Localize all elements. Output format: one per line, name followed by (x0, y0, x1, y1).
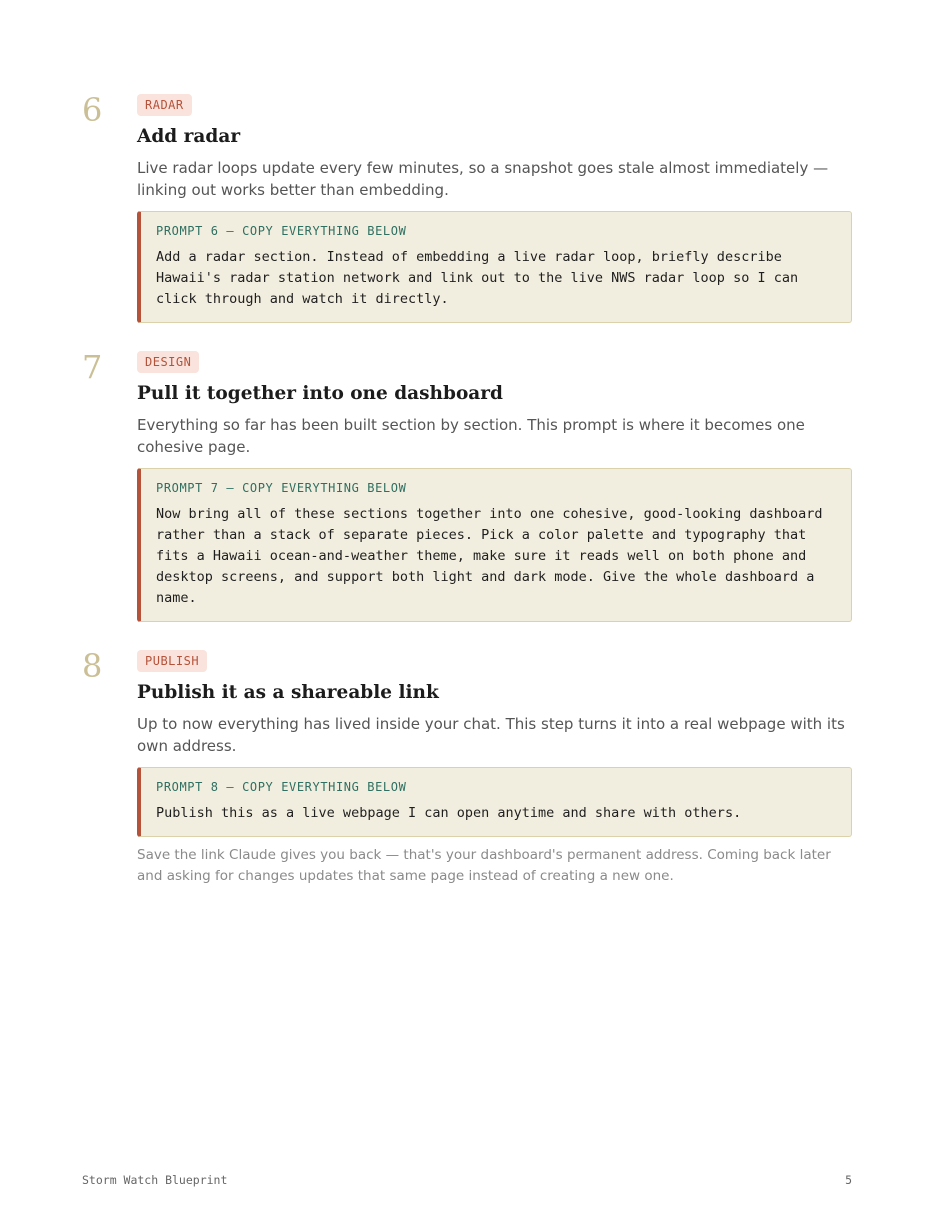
step-tag: PUBLISH (137, 650, 207, 672)
step-title: Pull it together into one dashboard (137, 383, 503, 404)
step-8 (82, 647, 852, 887)
step-number: 8 (82, 647, 103, 685)
prompt-text[interactable]: Now bring all of these sections together into one cohesive, good-looking dashboard rather than a stack of separate pieces. Pick a color palette and typography that fits a Hawaii ocean-and-weather theme, make sure it reads well on both phone and desktop screens, and support both light and dark mode. Give the whole dashboard a name. (156, 506, 823, 606)
prompt-box[interactable] (137, 468, 852, 622)
step-number: 7 (82, 348, 103, 386)
step-tag: RADAR (137, 94, 192, 116)
step-description: Live radar loops update every few minutes, so a snapshot goes stale almost immediately — linking out works better than embedding. (137, 159, 829, 199)
prompt-label: PROMPT 6 — COPY EVERYTHING BELOW (156, 224, 407, 238)
prompt-box[interactable] (137, 767, 852, 837)
prompt-text[interactable]: Publish this as a live webpage I can open anytime and share with others. (156, 805, 742, 821)
step-number: 6 (82, 91, 103, 129)
step-body (137, 94, 852, 323)
step-description: Everything so far has been built section by section. This prompt is where it becomes one cohesive page. (137, 416, 805, 456)
step-body (137, 650, 852, 887)
step-body (137, 351, 852, 622)
step-6 (82, 91, 852, 323)
footer-doc-title: Storm Watch Blueprint (82, 1173, 228, 1187)
page-footer (82, 1173, 852, 1187)
step-title: Add radar (137, 126, 241, 147)
step-title: Publish it as a shareable link (137, 682, 439, 703)
prompt-text[interactable]: Add a radar section. Instead of embedding a live radar loop, briefly describe Hawaii's radar station network and link out to the live NWS radar loop so I can click through and watch it directly. (156, 249, 799, 307)
step-7 (82, 348, 852, 622)
step-description: Up to now everything has lived inside your chat. This step turns it into a real webpage with its own address. (137, 715, 845, 755)
prompt-label: PROMPT 7 — COPY EVERYTHING BELOW (156, 481, 407, 495)
footer-page-number: 5 (845, 1173, 852, 1187)
prompt-label: PROMPT 8 — COPY EVERYTHING BELOW (156, 780, 407, 794)
step-note: Save the link Claude gives you back — that's your dashboard's permanent address. Coming back later and asking for changes updates that same page instead of creating a new one. (137, 847, 831, 884)
prompt-box[interactable] (137, 211, 852, 323)
step-tag: DESIGN (137, 351, 199, 373)
